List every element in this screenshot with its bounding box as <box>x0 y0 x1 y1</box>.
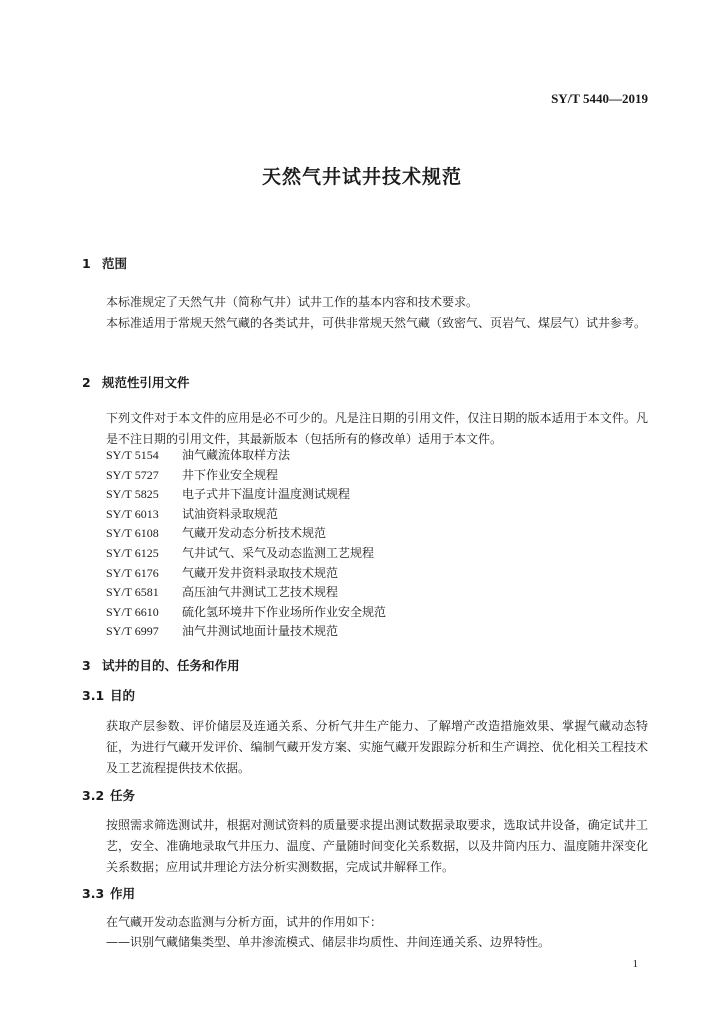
reference-name: 硫化氢环境井下作业场所作业安全规范 <box>182 604 387 619</box>
section-3-2-heading <box>82 786 135 804</box>
section-number: 3 <box>82 658 91 673</box>
reference-code: SY/T 6581 <box>106 585 159 600</box>
reference-name: 油气藏流体取样方法 <box>182 448 291 462</box>
section-3-3-heading <box>82 884 135 902</box>
section-2-heading <box>82 373 190 391</box>
reference-name: 油气井测试地面计量技术规范 <box>182 624 339 639</box>
normative-reference-list <box>106 446 386 642</box>
reference-name: 气藏开发动态分析技术规范 <box>182 526 327 541</box>
section-1-paragraph-2 <box>82 313 648 334</box>
paragraph-text: ——识别气藏储集类型、单井渗流模式、储层非均质性、井间连通关系、边界特性。 <box>106 935 551 949</box>
section-number: 3.1 <box>82 688 105 703</box>
reference-item <box>106 446 386 466</box>
reference-code: SY/T 5825 <box>106 487 159 502</box>
reference-code: SY/T 6013 <box>106 506 159 521</box>
reference-code: SY/T 5154 <box>106 448 159 462</box>
section-title: 规范性引用文件 <box>102 375 190 390</box>
paragraph-text: 按照需求筛选测试井，根据对测试资料的质量要求提出测试数据录取要求，选取试井设备，确定试井工艺，安全、准确地录取气井压力、温度、产量随时间变化关系数据，以及井筒内压力、温度随井深变化关系数据；应用试井理论方法分析实测数据，完成试井解释工作。 <box>106 818 648 874</box>
section-title: 作用 <box>110 886 136 901</box>
section-number: 3.2 <box>82 788 105 803</box>
reference-name: 电子式井下温度计温度测试规程 <box>182 487 351 502</box>
reference-item <box>106 466 386 486</box>
section-1-heading <box>82 254 127 272</box>
reference-code: SY/T 6176 <box>106 565 159 580</box>
reference-name: 井下作业安全规程 <box>182 467 279 482</box>
section-number: 3.3 <box>82 886 105 901</box>
reference-item <box>106 485 386 505</box>
paragraph-text: 获取产层参数、评价储层及连通关系、分析气井生产能力、了解增产改造措施效果、掌握气藏动态特征，为进行气藏开发评价、编制气藏开发方案、实施气藏开发跟踪分析和生产调控、优化相关工程技术及工艺流程提供技术依据。 <box>106 719 648 775</box>
paragraph-text: 在气藏开发动态监测与分析方面，试井的作用如下： <box>106 915 383 929</box>
reference-name: 试油资料录取规范 <box>182 506 279 521</box>
section-2-paragraph-1 <box>82 408 648 450</box>
standard-code: SY/T 5440—2019 <box>551 91 648 106</box>
reference-item <box>106 622 386 642</box>
reference-item <box>106 524 386 544</box>
section-3-1-paragraph <box>82 716 648 779</box>
reference-name: 气藏开发井资料录取技术规范 <box>182 565 339 580</box>
reference-item <box>106 603 386 623</box>
section-3-2-paragraph <box>82 815 648 878</box>
section-1-paragraph-1 <box>82 292 648 313</box>
section-number: 2 <box>82 375 91 390</box>
section-title: 试井的目的、任务和作用 <box>102 658 240 673</box>
section-3-3-paragraph-1 <box>82 912 648 933</box>
reference-item <box>106 505 386 525</box>
section-3-1-heading <box>82 686 135 704</box>
section-title: 任务 <box>110 788 136 803</box>
reference-code: SY/T 6108 <box>106 526 159 541</box>
section-3-heading <box>82 656 240 674</box>
reference-code: SY/T 6125 <box>106 545 159 560</box>
section-title: 目的 <box>110 688 136 703</box>
reference-code: SY/T 6610 <box>106 604 159 619</box>
reference-item <box>106 544 386 564</box>
section-number: 1 <box>82 256 91 271</box>
paragraph-text: 下列文件对于本文件的应用是必不可少的。凡是注日期的引用文件，仅注日期的版本适用于本文件。凡是不注日期的引用文件，其最新版本（包括所有的修改单）适用于本文件。 <box>106 411 648 446</box>
section-3-3-paragraph-2 <box>82 932 648 953</box>
paragraph-text: 本标准适用于常规天然气藏的各类试井，可供非常规天然气藏（致密气、页岩气、煤层气）试井参考。 <box>106 316 647 330</box>
paragraph-text: 本标准规定了天然气井（简称气井）试井工作的基本内容和技术要求。 <box>106 295 479 309</box>
document-title: 天然气井试井技术规范 <box>261 166 462 188</box>
reference-item <box>106 564 386 584</box>
reference-code: SY/T 6997 <box>106 624 159 639</box>
reference-code: SY/T 5727 <box>106 467 159 482</box>
section-title: 范围 <box>102 256 128 271</box>
reference-name: 高压油气井测试工艺技术规程 <box>182 585 339 600</box>
page-number: 1 <box>632 958 638 970</box>
reference-item <box>106 583 386 603</box>
reference-name: 气井试气、采气及动态监测工艺规程 <box>182 545 375 560</box>
